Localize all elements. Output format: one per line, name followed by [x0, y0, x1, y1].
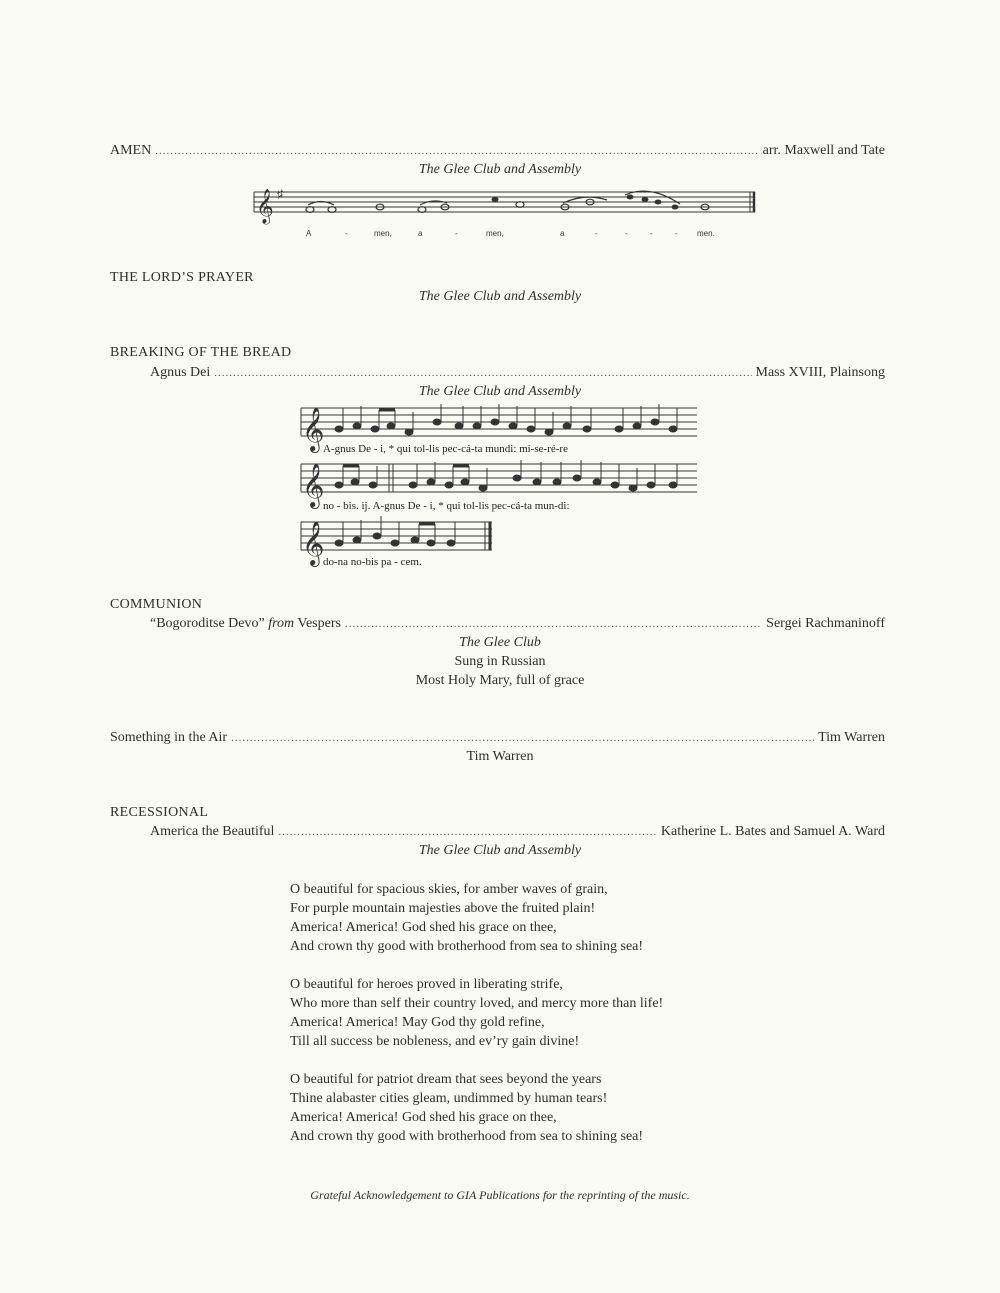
amen-syllable: a — [560, 229, 565, 238]
amen-entry — [110, 143, 885, 159]
america-performers: The Glee Club and Assembly — [418, 843, 582, 858]
leader-dots — [278, 826, 656, 838]
agnus-lyrics-line: do-na no-bis pa - cem. — [323, 556, 422, 568]
lyric-line: And crown thy good with brotherhood from sea to shining sea! — [290, 939, 644, 954]
amen-syllable: - — [345, 229, 348, 238]
treble-clef-icon: 𝄞 — [302, 521, 325, 565]
something-performers: Tim Warren — [466, 749, 534, 764]
amen-performers: The Glee Club and Assembly — [418, 162, 582, 177]
lyric-line: For purple mountain majesties above the fruited plain! — [290, 901, 596, 916]
agnus-lyrics-line: A-gnus De - i, * qui tol-lis pec-cá-ta mundi: mi-se-ré-re — [323, 443, 568, 455]
communion-note: Sung in Russian — [454, 654, 546, 669]
lyric-line: And crown thy good with brotherhood from sea to shining sea! — [290, 1129, 644, 1144]
leader-dots — [155, 145, 758, 157]
treble-clef-icon: 𝄞 — [302, 463, 325, 507]
amen-syllable: - — [675, 229, 678, 238]
communion-title: COMMUNION — [110, 597, 203, 612]
something-piece: Something in the Air — [110, 730, 228, 745]
agnus-dei-entry — [150, 365, 885, 381]
lyric-line: Till all success be nobleness, and ev’ry gain divine! — [290, 1034, 580, 1049]
america-lyrics — [290, 880, 663, 1165]
treble-clef-icon: 𝄞 — [302, 407, 325, 451]
lords-prayer-performers: The Glee Club and Assembly — [418, 289, 582, 304]
something-entry — [110, 730, 885, 746]
recessional-title: RECESSIONAL — [110, 805, 209, 820]
america-piece: America the Beautiful — [150, 824, 275, 839]
amen-syllable: - — [650, 229, 653, 238]
lyric-line: O beautiful for spacious skies, for amber waves of grain, — [290, 882, 608, 897]
communion-translation: Most Holy Mary, full of grace — [415, 673, 585, 688]
communion-performers: The Glee Club — [459, 635, 541, 650]
amen-music-staff — [250, 184, 760, 244]
agnus-lyrics-line: no - bis. ij. A-gnus De - i, * qui tol-lis pec-cá-ta mun-di: — [323, 500, 570, 512]
piece-from: from — [268, 616, 295, 631]
agnus-dei-music-staff — [297, 402, 702, 577]
america-composer: Katherine L. Bates and Samuel A. Ward — [660, 824, 885, 839]
bogoroditse-composer: Sergei Rachmaninoff — [766, 616, 885, 631]
bogoroditse-piece — [150, 616, 341, 632]
lyric-line: Who more than self their country loved, and mercy more than life! — [290, 996, 664, 1011]
treble-clef-icon: 𝄞 — [256, 189, 274, 224]
agnus-dei-piece: Agnus Dei — [150, 365, 211, 380]
leader-dots — [214, 367, 751, 379]
amen-syllable: a — [418, 229, 423, 238]
leader-dots — [231, 732, 814, 744]
bogoroditse-entry — [150, 616, 885, 632]
sharp-icon: ♯ — [277, 187, 283, 201]
amen-syllable: men. — [697, 229, 715, 238]
amen-syllable: men, — [374, 229, 392, 238]
amen-syllable: - — [455, 229, 458, 238]
lyric-line: Thine alabaster cities gleam, undimmed by human tears! — [290, 1091, 608, 1106]
amen-composer: arr. Maxwell and Tate — [762, 143, 885, 158]
lyric-line: O beautiful for heroes proved in liberating strife, — [290, 977, 563, 992]
piece-source: Vespers — [297, 616, 341, 631]
something-composer: Tim Warren — [818, 730, 885, 745]
lyric-line: America! America! God shed his grace on thee, — [290, 1110, 557, 1125]
lyric-line: America! America! May God thy gold refine, — [290, 1015, 545, 1030]
acknowledgement: Grateful Acknowledgement to GIA Publications for the reprinting of the music. — [310, 1188, 690, 1202]
lyric-line: O beautiful for patriot dream that sees beyond the years — [290, 1072, 602, 1087]
amen-syllable: - — [595, 229, 598, 238]
leader-dots — [345, 618, 762, 630]
piece-title: “Bogoroditse Devo” — [150, 616, 265, 631]
lyrics-stanza — [290, 1070, 663, 1146]
amen-title: AMEN — [110, 143, 152, 158]
america-entry — [150, 824, 885, 840]
breaking-title: BREAKING OF THE BREAD — [110, 345, 292, 360]
lyrics-stanza — [290, 880, 663, 956]
amen-syllable: men, — [486, 229, 504, 238]
lords-prayer-title: THE LORD’S PRAYER — [110, 270, 254, 285]
amen-syllable: - — [625, 229, 628, 238]
agnus-dei-performers: The Glee Club and Assembly — [418, 384, 582, 399]
lyrics-stanza — [290, 975, 663, 1051]
lyric-line: America! America! God shed his grace on thee, — [290, 920, 557, 935]
amen-syllable: A — [306, 229, 312, 238]
agnus-dei-composer: Mass XVIII, Plainsong — [755, 365, 885, 380]
